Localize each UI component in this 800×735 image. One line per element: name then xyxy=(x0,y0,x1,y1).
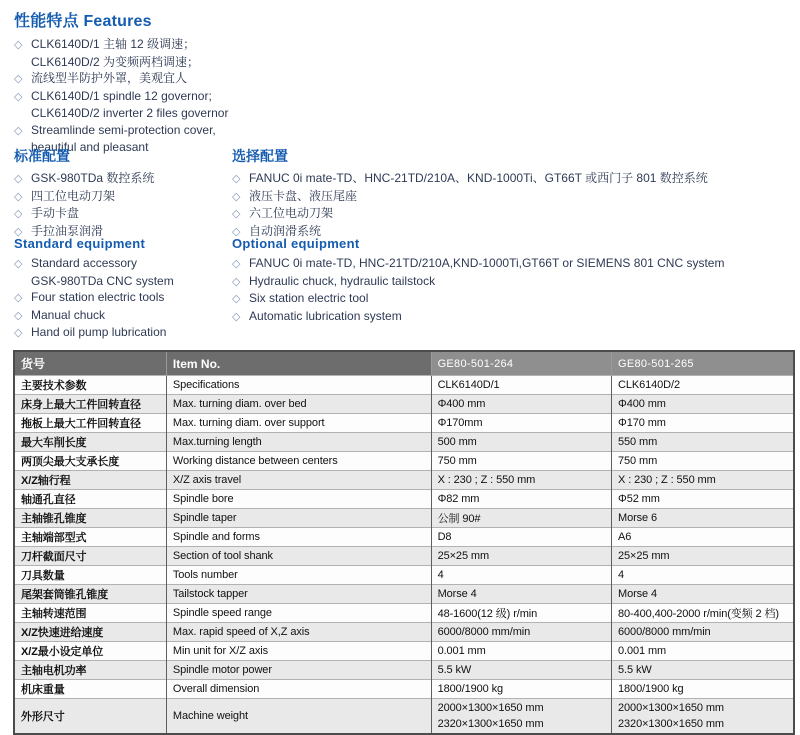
spec-name-en: Tailstock tapper xyxy=(166,585,431,604)
spec-name-en: Min unit for X/Z axis xyxy=(166,642,431,661)
list-item xyxy=(232,290,794,308)
table-row xyxy=(14,509,794,528)
diamond-bullet-icon: ◇ xyxy=(232,275,241,288)
optional-config-cn-list xyxy=(232,170,794,240)
spec-name-cn: 两顶尖最大支承长度 xyxy=(14,452,166,471)
table-row xyxy=(14,585,794,604)
spec-value: 公制 90# xyxy=(431,509,611,528)
optional-config-cn xyxy=(232,146,794,240)
spec-value: 6000/8000 mm/min xyxy=(612,623,794,642)
list-item xyxy=(14,122,784,140)
spec-value: 750 mm xyxy=(612,452,794,471)
spec-name-cn: 刀杆截面尺寸 xyxy=(14,547,166,566)
list-item xyxy=(232,188,794,206)
header-item-no-en: Item No. xyxy=(166,351,431,376)
spec-name-cn: 主要技术参数 xyxy=(14,376,166,395)
spec-value: Morse 4 xyxy=(431,585,611,604)
header-item-no-cn: 货号 xyxy=(14,351,166,376)
list-item-label: Streamlinde semi-protection cover, xyxy=(31,122,216,137)
spec-name-cn: 主轴端部型式 xyxy=(14,528,166,547)
diamond-bullet-icon: ◇ xyxy=(14,225,23,238)
table-row xyxy=(14,452,794,471)
list-item-label: Standard accessory xyxy=(31,256,138,270)
standard-equipment-en-list xyxy=(14,255,232,342)
spec-value: 750 mm xyxy=(431,452,611,471)
table-row xyxy=(14,376,794,395)
spec-value: Morse 6 xyxy=(612,509,794,528)
spec-value xyxy=(431,699,611,735)
spec-value: CLK6140D/2 xyxy=(612,376,794,395)
list-item-label: FANUC 0i mate-TD, HNC-21TD/210A,KND-1000Ti,GT66T or SIEMENS 801 CNC system xyxy=(249,256,725,270)
spec-value: Φ82 mm xyxy=(431,490,611,509)
spec-value-line: 2320×1300×1650 mm xyxy=(437,718,544,730)
list-item xyxy=(14,324,232,342)
spec-value: 5.5 kW xyxy=(431,661,611,680)
list-item xyxy=(14,307,232,325)
diamond-bullet-icon: ◇ xyxy=(14,73,23,85)
spec-name-cn: X/Z轴行程 xyxy=(14,471,166,490)
list-item xyxy=(14,205,232,223)
spec-name-en: Spindle taper xyxy=(166,509,431,528)
spec-value: 4 xyxy=(431,566,611,585)
config-section-cn xyxy=(14,146,794,240)
table-row xyxy=(14,547,794,566)
list-item-label: Four station electric tools xyxy=(31,290,165,304)
spec-value: 550 mm xyxy=(612,433,794,452)
spec-table-header-row xyxy=(14,351,794,376)
list-item xyxy=(14,289,232,307)
spec-name-cn: 机床重量 xyxy=(14,680,166,699)
spec-name-en: Spindle motor power xyxy=(166,661,431,680)
diamond-bullet-icon: ◇ xyxy=(14,208,23,220)
spec-value: D8 xyxy=(431,528,611,547)
table-row xyxy=(14,528,794,547)
list-item xyxy=(14,36,784,54)
spec-name-cn: 尾架套筒锥孔锥度 xyxy=(14,585,166,604)
spec-name-cn: 床身上最大工件回转直径 xyxy=(14,395,166,414)
list-item xyxy=(14,88,784,106)
list-item-label: CLK6140D/1 spindle 12 governor; xyxy=(31,88,212,103)
spec-value: CLK6140D/1 xyxy=(431,376,611,395)
list-item xyxy=(232,308,794,326)
spec-value: 25×25 mm xyxy=(612,547,794,566)
diamond-bullet-icon: ◇ xyxy=(14,309,23,322)
header-model-1: GE80-501-264 xyxy=(431,351,611,376)
spec-value: X : 230 ; Z : 550 mm xyxy=(431,471,611,490)
diamond-bullet-icon: ◇ xyxy=(232,258,241,270)
spec-name-cn: 拖板上最大工件回转直径 xyxy=(14,414,166,433)
standard-equipment-en-title: Standard equipment xyxy=(14,236,146,251)
features-title: 性能特点 Features xyxy=(14,13,152,30)
spec-value: Φ170 mm xyxy=(612,414,794,433)
table-row xyxy=(14,566,794,585)
list-item-label: CLK6140D/2 为变频两档调速； xyxy=(31,54,200,69)
list-item-label: 流线型半防护外罩，美观宜人 xyxy=(31,71,188,85)
spec-name-en: Section of tool shank xyxy=(166,547,431,566)
spec-name-cn: 刀具数量 xyxy=(14,566,166,585)
standard-config-cn-list xyxy=(14,170,232,240)
spec-value: 1800/1900 kg xyxy=(612,680,794,699)
spec-value: A6 xyxy=(612,528,794,547)
spec-value-line: 2000×1300×1650 mm xyxy=(437,702,544,714)
optional-equipment-en xyxy=(232,236,794,342)
spec-value: Φ400 mm xyxy=(431,395,611,414)
table-row xyxy=(14,699,794,735)
spec-name-cn: X/Z最小设定单位 xyxy=(14,642,166,661)
features-list xyxy=(14,36,784,156)
spec-name-en: Overall dimension xyxy=(166,680,431,699)
diamond-bullet-icon: ◇ xyxy=(14,39,23,51)
table-row xyxy=(14,623,794,642)
diamond-bullet-icon: ◇ xyxy=(14,292,23,304)
spec-name-en: Specifications xyxy=(166,376,431,395)
spec-name-cn: 外形尺寸 xyxy=(14,699,166,735)
table-row xyxy=(14,395,794,414)
spec-value: 80-400,400-2000 r/min(变频 2 档) xyxy=(612,604,794,623)
list-item-label: GSK-980TDa CNC system xyxy=(31,273,174,288)
list-item-label: GSK-980TDa 数控系统 xyxy=(31,171,155,185)
table-row xyxy=(14,642,794,661)
spec-name-en: X/Z axis travel xyxy=(166,471,431,490)
spec-value: 500 mm xyxy=(431,433,611,452)
spec-table xyxy=(13,350,795,735)
spec-name-cn: 主轴电机功率 xyxy=(14,661,166,680)
list-item-label: FANUC 0i mate-TD、HNC-21TD/210A、KND-1000Ti、GT66T 或西门子 801 数控系统 xyxy=(249,171,708,185)
spec-value: 4 xyxy=(612,566,794,585)
table-row xyxy=(14,433,794,452)
table-row xyxy=(14,471,794,490)
list-item xyxy=(14,188,232,206)
spec-value xyxy=(612,699,794,735)
equipment-section-en xyxy=(14,236,794,342)
spec-name-cn: 最大车削长度 xyxy=(14,433,166,452)
list-item xyxy=(14,170,232,188)
spec-value: 5.5 kW xyxy=(612,661,794,680)
list-item-label: Hydraulic chuck, hydraulic tailstock xyxy=(249,273,436,288)
spec-value: 1800/1900 kg xyxy=(431,680,611,699)
table-row xyxy=(14,604,794,623)
header-model-2: GE80-501-265 xyxy=(612,351,794,376)
list-item xyxy=(232,205,794,223)
spec-table-head xyxy=(14,351,794,376)
list-item-label: Manual chuck xyxy=(31,307,106,322)
diamond-bullet-icon: ◇ xyxy=(14,190,23,203)
standard-config-cn-title: 标准配置 xyxy=(14,148,70,164)
list-item-label: CLK6140D/1 主轴 12 级调速； xyxy=(31,37,196,51)
spec-value-line: 2000×1300×1650 mm xyxy=(618,702,724,714)
spec-name-en: Spindle and forms xyxy=(166,528,431,547)
diamond-bullet-icon: ◇ xyxy=(232,208,241,220)
list-item-label: 手拉油泵润滑 xyxy=(31,223,104,238)
optional-config-cn-title: 选择配置 xyxy=(232,148,288,164)
optional-equipment-en-title: Optional equipment xyxy=(232,236,360,251)
spec-value: 48-1600(12 级) r/min xyxy=(431,604,611,623)
list-item xyxy=(14,70,784,88)
spec-name-cn: 轴通孔直径 xyxy=(14,490,166,509)
spec-name-en: Spindle speed range xyxy=(166,604,431,623)
spec-value: 0.001 mm xyxy=(612,642,794,661)
spec-name-cn: 主轴转速范围 xyxy=(14,604,166,623)
spec-name-en: Max. rapid speed of X,Z axis xyxy=(166,623,431,642)
list-item-label: CLK6140D/2 inverter 2 files governor xyxy=(31,106,229,120)
optional-equipment-en-list xyxy=(232,255,794,325)
spec-value: Φ170mm xyxy=(431,414,611,433)
diamond-bullet-icon: ◇ xyxy=(232,293,241,305)
table-row xyxy=(14,414,794,433)
list-item xyxy=(14,54,784,71)
standard-equipment-en xyxy=(14,236,232,342)
diamond-bullet-icon: ◇ xyxy=(14,258,23,270)
list-item-label: Automatic lubrication system xyxy=(249,308,402,323)
spec-table-body xyxy=(14,376,794,735)
table-row xyxy=(14,661,794,680)
spec-value: Φ52 mm xyxy=(612,490,794,509)
list-item-label: 六工位电动刀架 xyxy=(249,206,334,220)
list-item-label: beautiful and pleasant xyxy=(31,140,149,154)
spec-value: X : 230 ; Z : 550 mm xyxy=(612,471,794,490)
spec-name-en: Max. turning diam. over support xyxy=(166,414,431,433)
list-item xyxy=(14,255,232,273)
list-item xyxy=(14,105,784,122)
spec-value: 6000/8000 mm/min xyxy=(431,623,611,642)
table-row xyxy=(14,490,794,509)
list-item-label: 手动卡盘 xyxy=(31,206,80,220)
list-item-label: Hand oil pump lubrication xyxy=(31,325,167,339)
spec-value: 0.001 mm xyxy=(431,642,611,661)
diamond-bullet-icon: ◇ xyxy=(14,124,23,137)
list-item xyxy=(232,273,794,291)
spec-name-cn: 主轴锥孔锥度 xyxy=(14,509,166,528)
diamond-bullet-icon: ◇ xyxy=(232,190,241,203)
diamond-bullet-icon: ◇ xyxy=(14,173,23,185)
spec-name-en: Working distance between centers xyxy=(166,452,431,471)
diamond-bullet-icon: ◇ xyxy=(14,327,23,339)
features-section xyxy=(14,8,784,156)
spec-value: Morse 4 xyxy=(612,585,794,604)
spec-value: Φ400 mm xyxy=(612,395,794,414)
diamond-bullet-icon: ◇ xyxy=(14,90,23,103)
standard-config-cn xyxy=(14,146,232,240)
diamond-bullet-icon: ◇ xyxy=(232,173,241,185)
list-item xyxy=(232,170,794,188)
diamond-bullet-icon: ◇ xyxy=(232,225,241,238)
list-item-label: 自动润滑系统 xyxy=(249,223,322,238)
spec-name-en: Machine weight xyxy=(166,699,431,735)
spec-name-en: Spindle bore xyxy=(166,490,431,509)
spec-value: 25×25 mm xyxy=(431,547,611,566)
list-item xyxy=(14,273,232,290)
list-item-label: 四工位电动刀架 xyxy=(31,188,116,203)
spec-name-en: Max. turning diam. over bed xyxy=(166,395,431,414)
diamond-bullet-icon: ◇ xyxy=(232,310,241,323)
spec-name-en: Tools number xyxy=(166,566,431,585)
spec-value-line: 2320×1300×1650 mm xyxy=(618,718,724,730)
spec-name-en: Max.turning length xyxy=(166,433,431,452)
spec-name-cn: X/Z快速进给速度 xyxy=(14,623,166,642)
list-item xyxy=(232,255,794,273)
list-item-label: Six station electric tool xyxy=(249,291,369,305)
list-item-label: 液压卡盘、液压尾座 xyxy=(249,188,358,203)
